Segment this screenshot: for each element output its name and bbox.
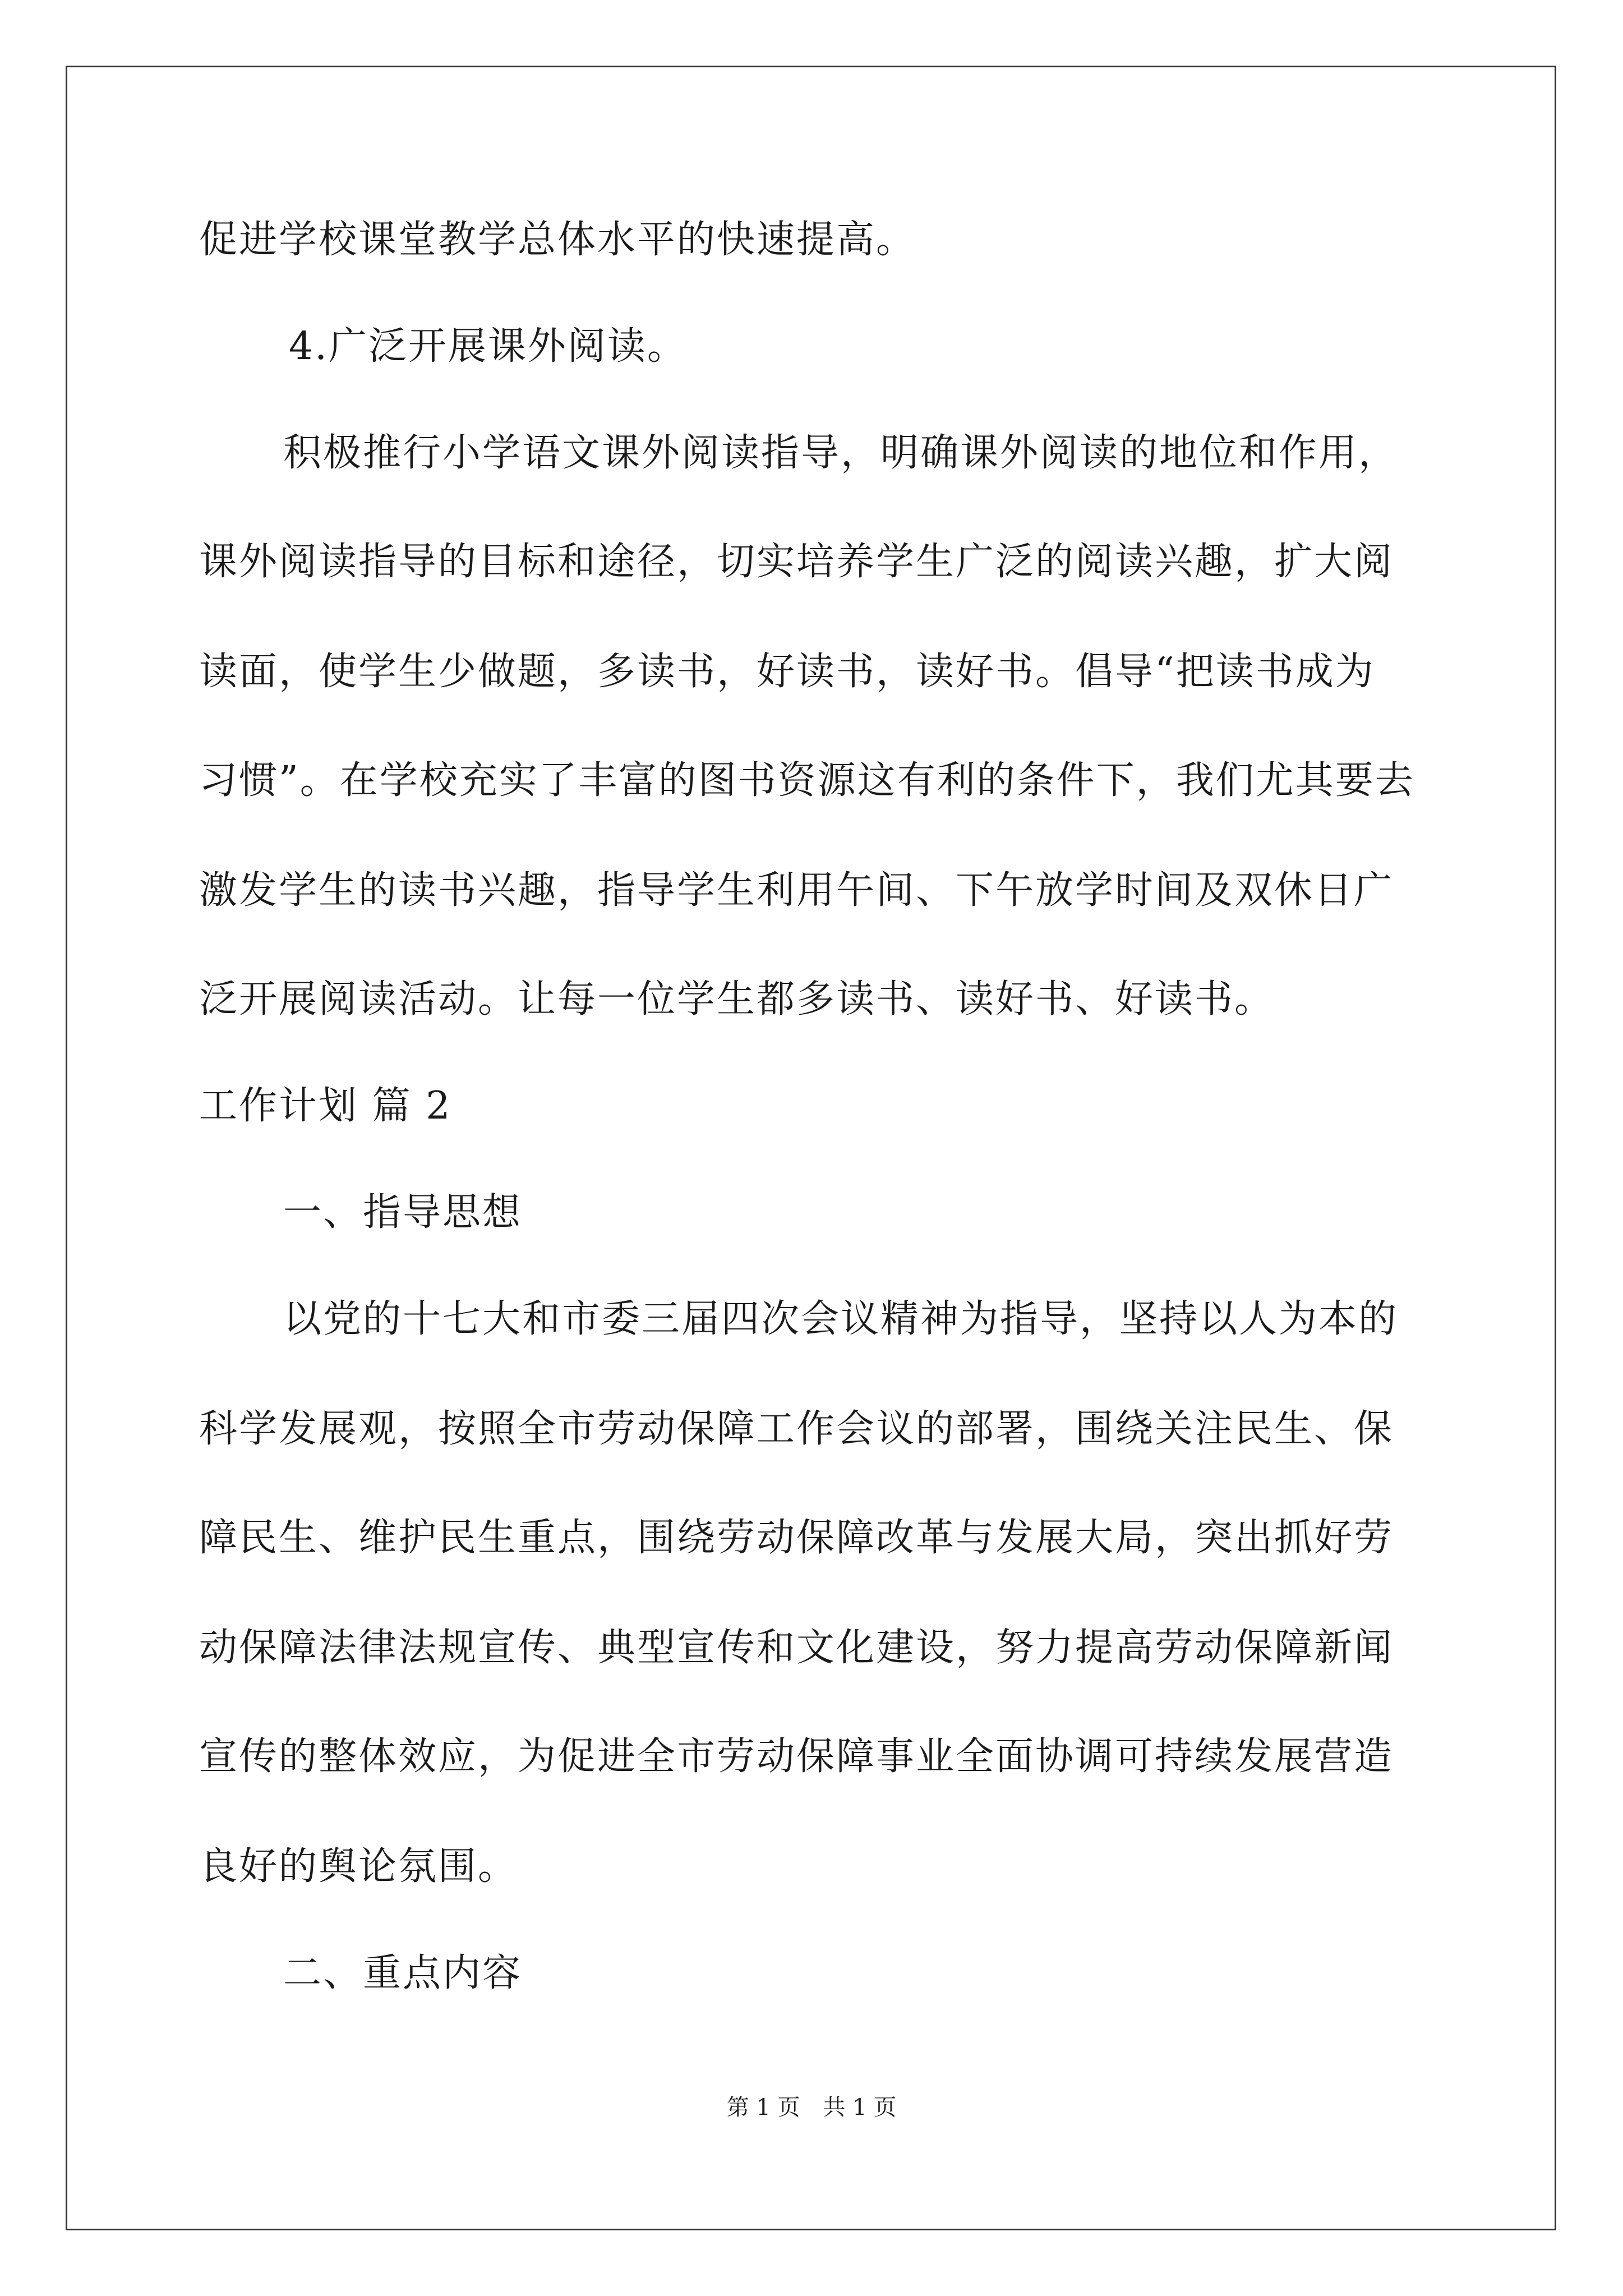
guiding-paragraph-line: 障民生、维护民生重点，围绕劳动保障改革与发展大局，突出抓好劳 (199, 1516, 1394, 1560)
item-4-heading: 4.广泛开展课外阅读。 (289, 324, 687, 369)
guiding-paragraph-line: 以党的十七大和市委三届四次会议精神为指导，坚持以人为本的 (283, 1297, 1399, 1341)
reading-paragraph-line: 泛开展阅读活动。让每一位学生都多读书、读好书、好读书。 (199, 977, 1275, 1022)
guiding-paragraph-line: 科学发展观，按照全市劳动保障工作会议的部署，围绕关注民生、保 (199, 1407, 1394, 1451)
page-footer (0, 2093, 1623, 2122)
guiding-paragraph-line: 动保障法律法规宣传、典型宣传和文化建设，努力提高劳动保障新闻 (199, 1626, 1394, 1670)
reading-paragraph-line: 习惯”。在学校充实了丰富的图书资源这有利的条件下，我们尤其要去 (199, 758, 1415, 803)
page-border (66, 66, 1556, 2230)
reading-paragraph-line: 激发学生的读书兴趣，指导学生利用午间、下午放学时间及双休日广 (199, 868, 1394, 913)
guiding-paragraph-line: 宣传的整体效应，为促进全市劳动保障事业全面协调可持续发展营造 (199, 1734, 1394, 1779)
paragraph-continued: 促进学校课堂教学总体水平的快速提高。 (199, 218, 916, 262)
page-total: 共 1 页 (823, 2095, 897, 2120)
section-title: 工作计划 篇 2 (199, 1084, 452, 1128)
heading-guiding-thought: 一、指导思想 (283, 1190, 523, 1235)
heading-key-content: 二、重点内容 (283, 1951, 523, 1995)
reading-paragraph-line: 课外阅读指导的目标和途径，切实培养学生广泛的阅读兴趣，扩大阅 (199, 540, 1394, 584)
page-number: 第 1 页 (726, 2095, 800, 2120)
guiding-paragraph-line: 良好的舆论氛围。 (199, 1844, 518, 1889)
reading-paragraph-line: 读面，使学生少做题，多读书，好读书，读好书。倡导“把读书成为 (199, 650, 1375, 694)
reading-paragraph-line: 积极推行小学语文课外阅读指导，明确课外阅读的地位和作用， (283, 431, 1399, 475)
